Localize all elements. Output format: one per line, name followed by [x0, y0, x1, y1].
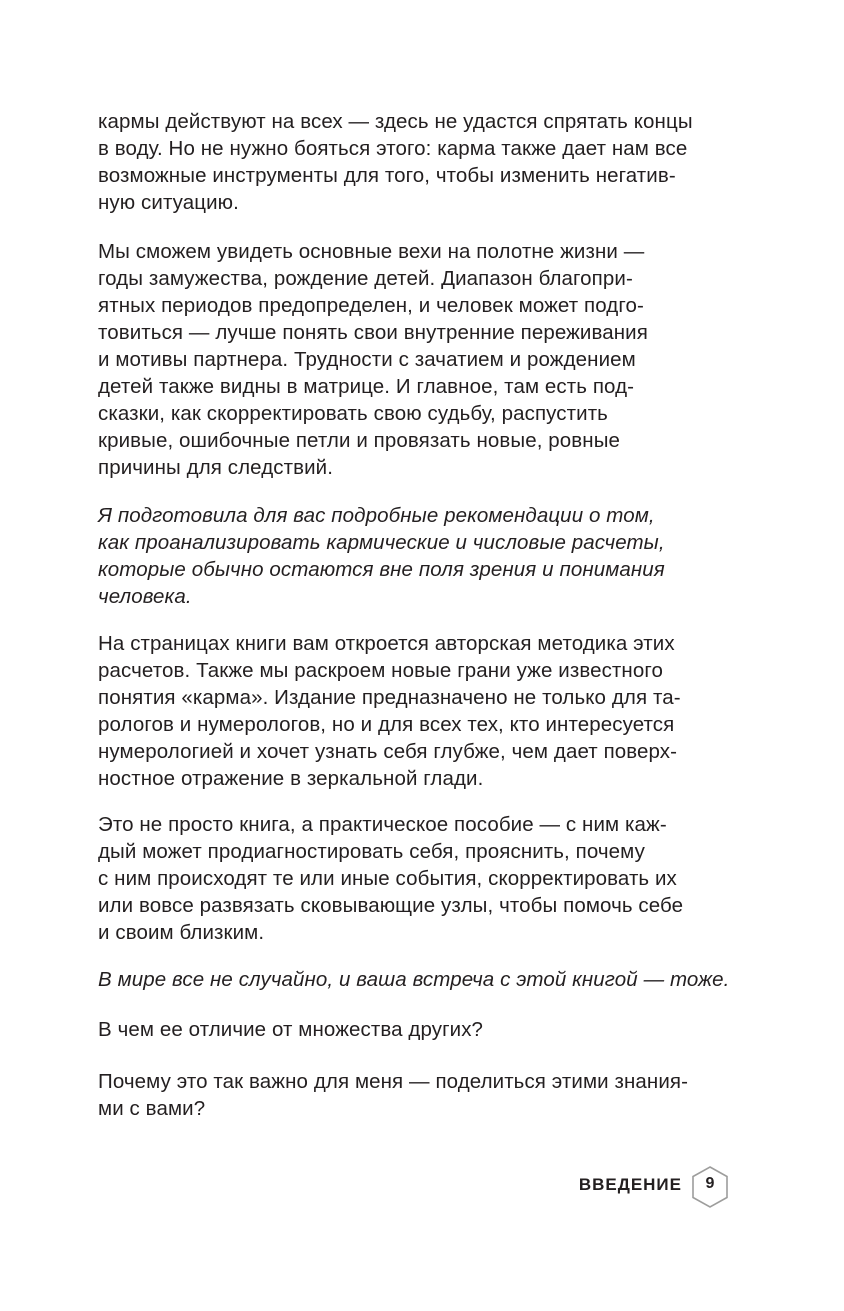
- paragraph-practical-guide: [98, 811, 738, 946]
- text-line: В чем ее отличие от множества других?: [98, 1018, 484, 1041]
- text-line: детей также видны в матрице. И главное, там есть под-: [98, 375, 635, 398]
- text-line: ми с вами?: [98, 1097, 206, 1120]
- text-line: ятных периодов предопределен, и человек может подго-: [98, 294, 644, 317]
- text-line: годы замужества, рождение детей. Диапазон благопри-: [98, 267, 633, 290]
- text-line: Это не просто книга, а практическое пособие — с ним каж-: [98, 813, 667, 836]
- text-line: нумерологией и хочет узнать себя глубже, чем дает поверх-: [98, 740, 678, 763]
- text-line: с ним происходят те или иные события, скорректировать их: [98, 867, 677, 890]
- text-line: дый может продиагностировать себя, прояснить, почему: [98, 840, 645, 863]
- text-line: Мы сможем увидеть основные вехи на полотне жизни —: [98, 240, 645, 263]
- text-line: понятия «карма». Издание предназначено не только для та-: [98, 686, 681, 709]
- text-line: расчетов. Также мы раскроем новые грани уже известного: [98, 659, 663, 682]
- text-line: товиться — лучше понять свои внутренние переживания: [98, 321, 648, 344]
- text-line: как проанализировать кармические и числовые расчеты,: [98, 531, 665, 554]
- page-number: 9: [705, 1175, 715, 1192]
- text-line: рологов и нумерологов, но и для всех тех, кто интересуется: [98, 713, 675, 736]
- text-line: На страницах книги вам откроется авторская методика этих: [98, 632, 675, 655]
- paragraph-not-random: [98, 966, 738, 993]
- text-line: в воду. Но не нужно бояться этого: карма также дает нам все: [98, 137, 688, 160]
- paragraph-life-milestones: [98, 238, 738, 481]
- text-line: ностное отражение в зеркальной глади.: [98, 767, 484, 790]
- text-line: ную ситуацию.: [98, 191, 239, 214]
- page-footer: [560, 1165, 730, 1209]
- text-line: и мотивы партнера. Трудности с зачатием и рождением: [98, 348, 636, 371]
- text-line: В мире все не случайно, и ваша встреча с этой книгой — тоже.: [98, 968, 730, 991]
- text-line: и своим близким.: [98, 921, 265, 944]
- text-line: человека.: [98, 585, 192, 608]
- text-line: сказки, как скорректировать свою судьбу, распустить: [98, 402, 608, 425]
- text-line: Почему это так важно для меня — поделиться этими знания-: [98, 1070, 689, 1093]
- paragraph-question-importance: [98, 1068, 738, 1122]
- paragraph-recommendations: [98, 502, 738, 610]
- paragraph-methodology: [98, 630, 738, 792]
- section-title: ВВЕДЕНИЕ: [578, 1175, 682, 1194]
- text-line: или вовсе развязать сковывающие узлы, чтобы помочь себе: [98, 894, 684, 917]
- paragraph-question-difference: [98, 1016, 738, 1043]
- text-line: возможные инструменты для того, чтобы изменить негатив-: [98, 164, 676, 187]
- text-line: Я подготовила для вас подробные рекомендации о том,: [98, 504, 655, 527]
- text-line: кармы действуют на всех — здесь не удастся спрятать концы: [98, 110, 693, 133]
- text-line: причины для следствий.: [98, 456, 334, 479]
- text-line: которые обычно остаются вне поля зрения и понимания: [98, 558, 665, 581]
- paragraph-karma-intro: [98, 108, 738, 216]
- text-line: кривые, ошибочные петли и провязать новые, ровные: [98, 429, 621, 452]
